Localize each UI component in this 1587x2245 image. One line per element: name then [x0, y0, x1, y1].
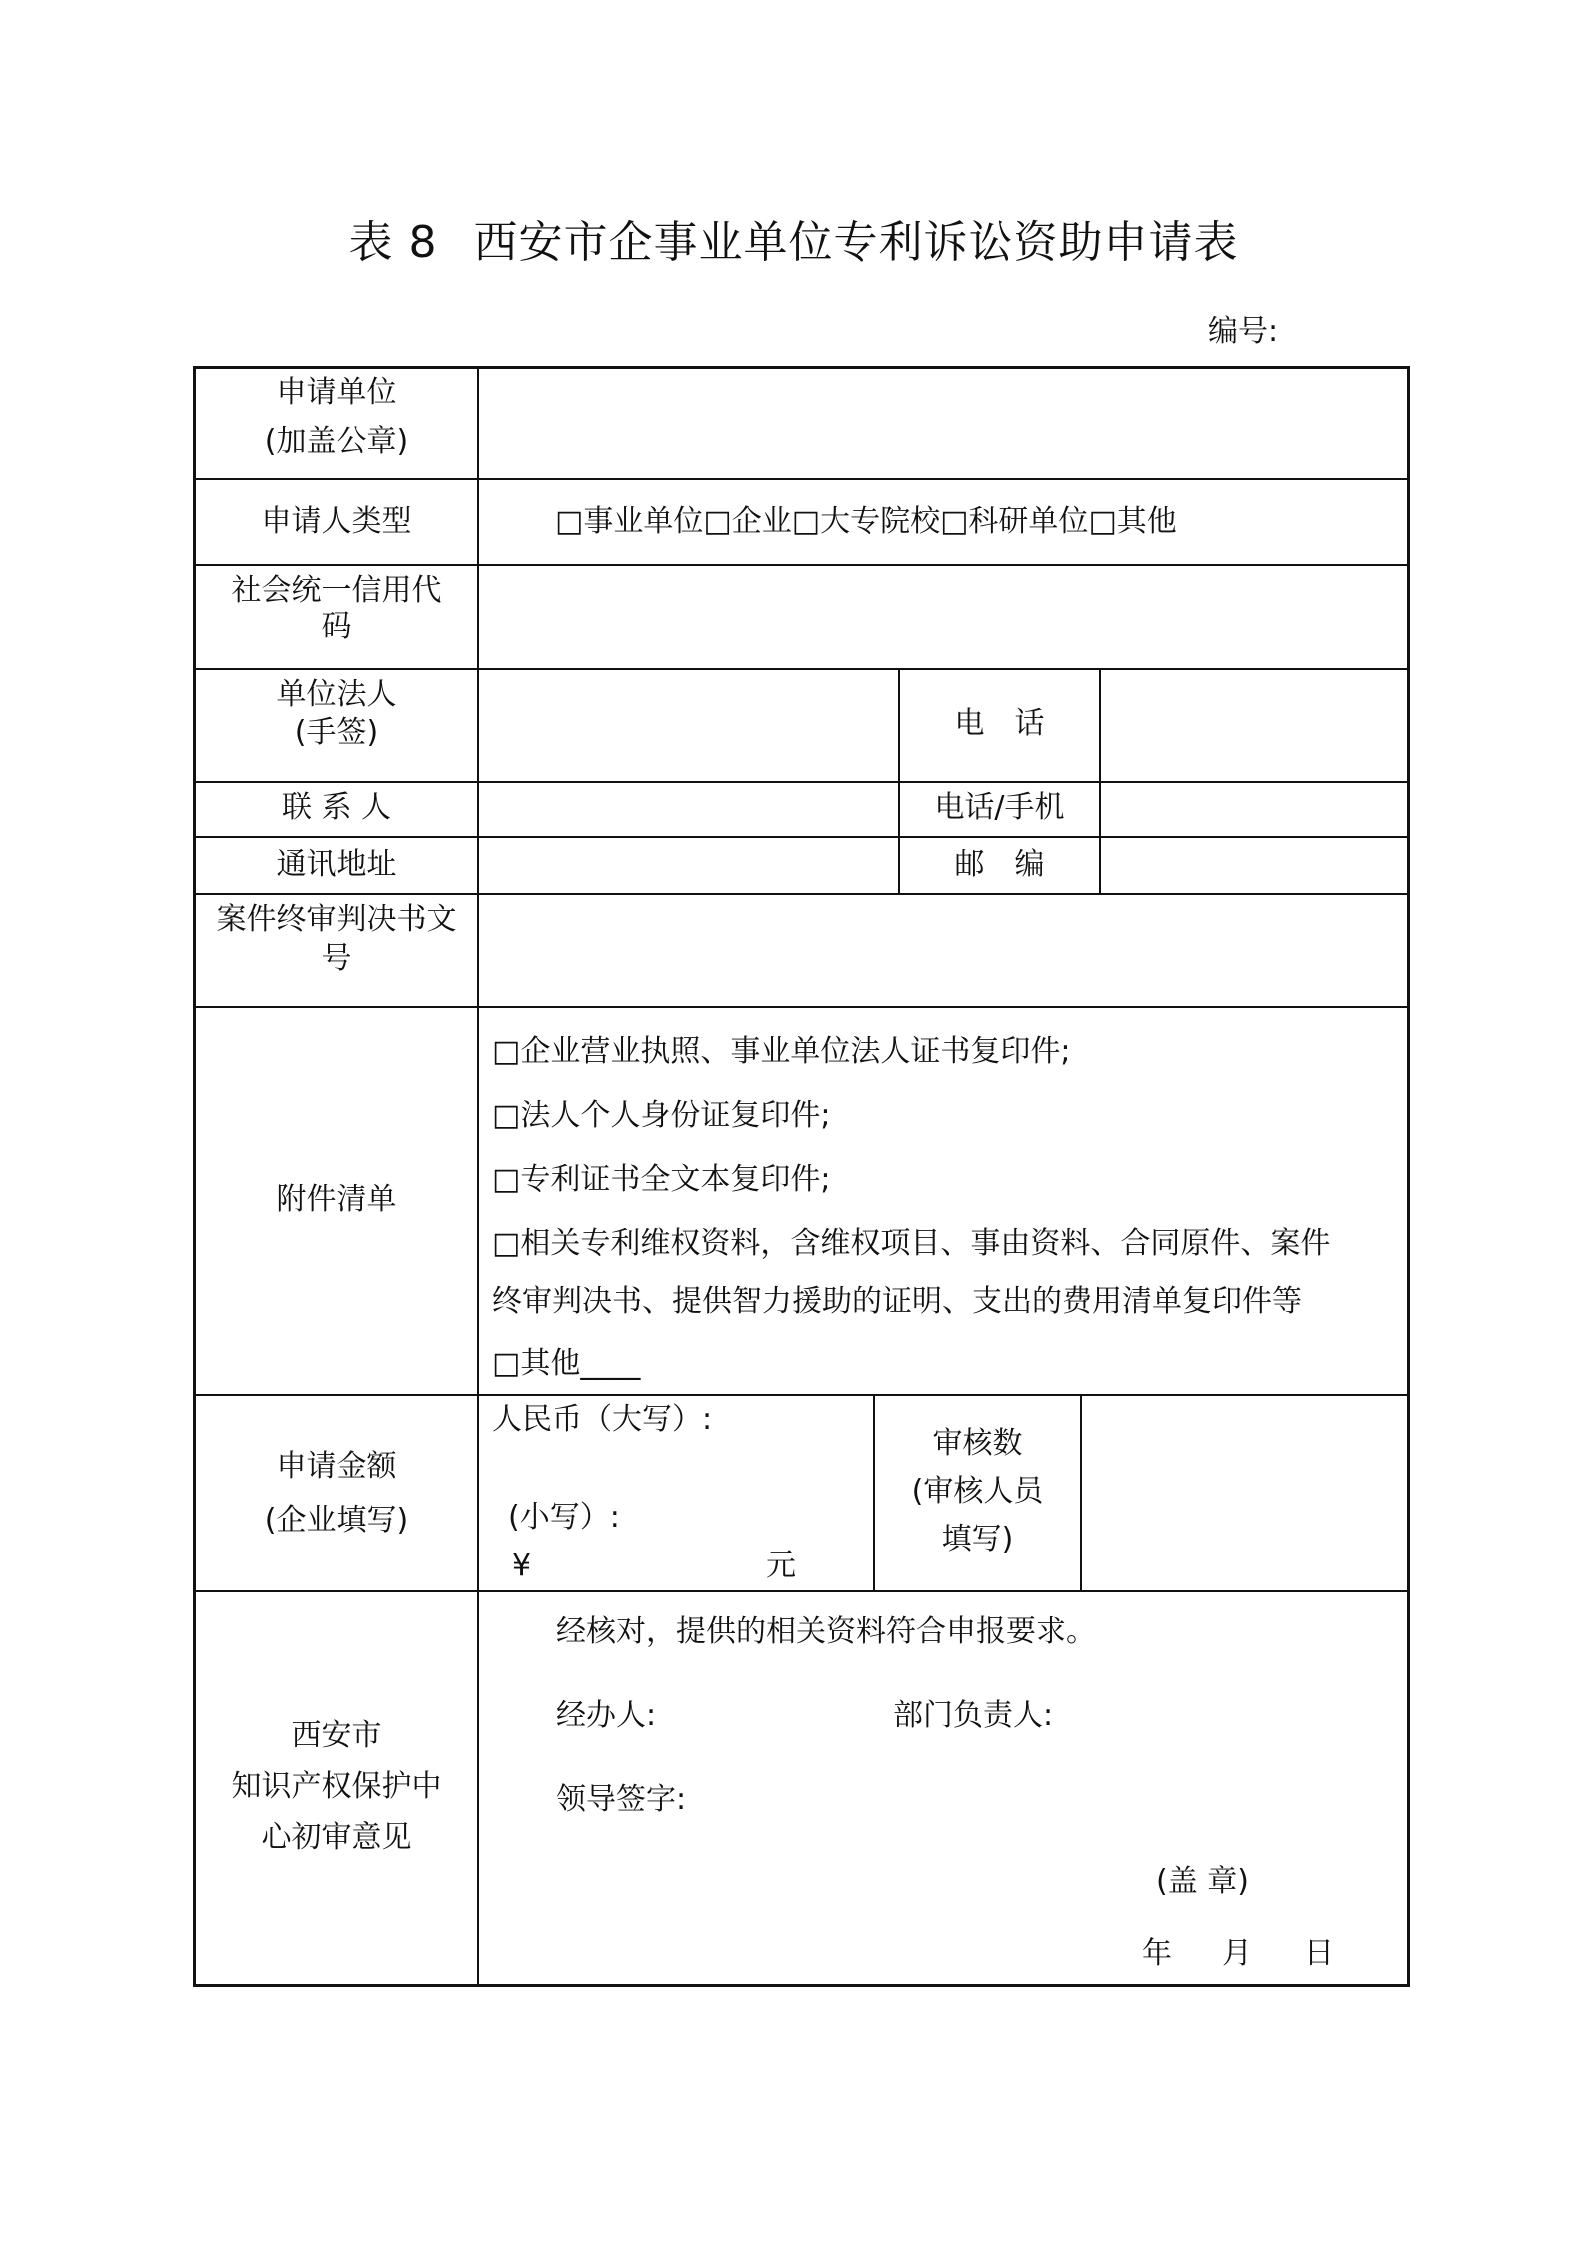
- legal-rep-label-line1: 单位法人: [276, 677, 397, 712]
- attachment-item-enforcement-docs[interactable]: □相关专利维权资料，含维权项目、事由资料、合同原件、案件: [492, 1226, 1331, 1261]
- option-research-unit[interactable]: □科研单位: [940, 504, 1089, 539]
- leader-sign-label: 领导签字:: [556, 1782, 687, 1817]
- case-number-label-line2: 号: [321, 941, 352, 976]
- amount-label: [196, 1440, 477, 1548]
- applicant-label-line1: 申请单位: [276, 375, 397, 410]
- credit-code-label-line1: 社会统一信用代: [231, 573, 442, 608]
- option-college[interactable]: □大专院校: [791, 504, 941, 539]
- option-other[interactable]: □其他: [1088, 504, 1177, 539]
- seal-label: (盖 章): [1156, 1864, 1249, 1899]
- review-label-line2: 知识产权保护中: [231, 1769, 442, 1804]
- amount-label-line2: (企业填写): [264, 1503, 409, 1538]
- serial-number-label: 编号:: [1208, 314, 1279, 349]
- credit-code-label: [196, 573, 477, 645]
- review-label-line1: 西安市: [291, 1718, 382, 1753]
- dept-head-label: 部门负责人:: [893, 1698, 1054, 1733]
- postcode-label: 邮 编: [954, 847, 1045, 882]
- review-amount-line1: 审核数: [932, 1426, 1023, 1461]
- contact-label: 联 系 人: [281, 790, 392, 825]
- address-label: 通讯地址: [276, 847, 397, 882]
- title-main: 西安市企事业单位专利诉讼资助申请表: [473, 217, 1239, 268]
- title-prefix: 表 8: [348, 217, 438, 268]
- review-amount-label: [875, 1420, 1080, 1564]
- page-title: [0, 206, 1587, 270]
- applicant-label: [196, 373, 477, 461]
- credit-code-label-line2: 码: [321, 609, 352, 644]
- case-number-label-line1: 案件终审判决书文: [216, 902, 457, 937]
- yuan-unit: 元: [766, 1548, 796, 1583]
- option-public-institution[interactable]: □事业单位: [555, 504, 704, 539]
- review-label-line3: 心初审意见: [261, 1820, 412, 1855]
- legal-rep-phone-label: 电 话: [954, 706, 1045, 741]
- review-amount-line3: 填写): [941, 1522, 1014, 1557]
- review-label: [196, 1710, 477, 1863]
- contact-phone-label: 电话/手机: [934, 790, 1065, 825]
- legal-rep-label: [196, 676, 477, 753]
- yen-sign: ¥: [512, 1548, 532, 1583]
- review-amount-line2: (审核人员: [911, 1474, 1044, 1509]
- review-statement: 经核对，提供的相关资料符合申报要求。: [556, 1614, 1096, 1649]
- date-day: 日: [1304, 1936, 1334, 1971]
- attachment-item-enforcement-docs-cont: 终审判决书、提供智力援助的证明、支出的费用清单复印件等: [492, 1284, 1302, 1319]
- applicant-label-line2: (加盖公章): [264, 424, 409, 459]
- attachment-item-patent-cert[interactable]: □专利证书全文本复印件;: [492, 1162, 831, 1197]
- attachment-item-license[interactable]: □企业营业执照、事业单位法人证书复印件;: [492, 1034, 1071, 1069]
- amount-label-line1: 申请金额: [276, 1449, 397, 1484]
- amount-rmb-upper-label: 人民币（大写）:: [492, 1402, 713, 1437]
- attachments-label: 附件清单: [276, 1182, 397, 1217]
- applicant-type-label: 申请人类型: [261, 504, 412, 539]
- applicant-type-options: [555, 502, 1177, 541]
- attachment-item-id-card[interactable]: □法人个人身份证复印件;: [492, 1098, 831, 1133]
- amount-rmb-lower-label: (小写）:: [508, 1500, 620, 1535]
- case-number-label: [196, 900, 477, 978]
- date-year: 年: [1142, 1936, 1172, 1971]
- attachment-item-other[interactable]: □其他____: [492, 1346, 641, 1381]
- option-enterprise[interactable]: □企业: [703, 504, 792, 539]
- handler-label: 经办人:: [556, 1698, 657, 1733]
- legal-rep-label-line2: (手签): [294, 715, 379, 751]
- date-month: 月: [1222, 1936, 1252, 1971]
